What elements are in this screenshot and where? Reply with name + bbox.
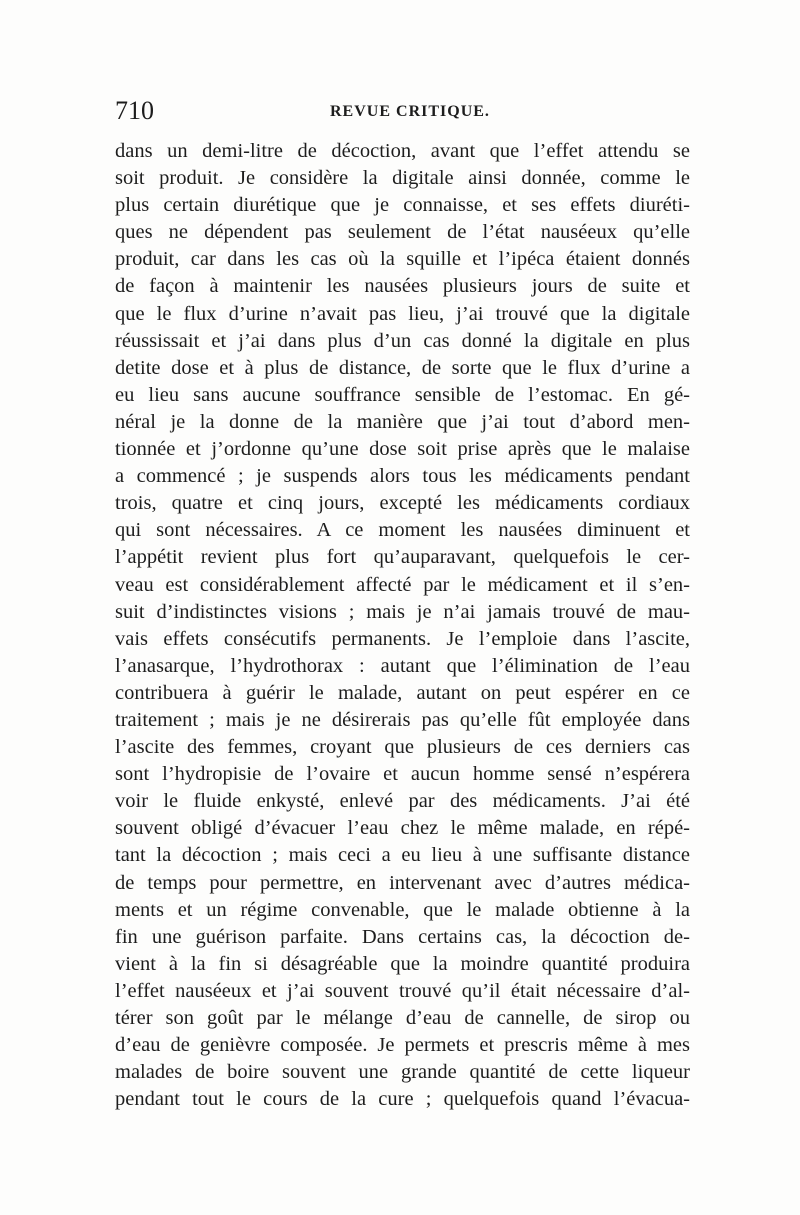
text-line: l’appétit revient plus fort qu’auparavant, quelquefois le cer- [115, 546, 690, 569]
text-line: ques ne dépendent pas seulement de l’état nauséeux qu’elle [115, 221, 690, 244]
text-line: veau est considérablement affecté par le médicament et il s’en- [115, 573, 690, 596]
text-line: fin une guérison parfaite. Dans certains cas, la décoction de- [115, 925, 690, 948]
text-line: de façon à maintenir les nausées plusieurs jours de suite et [115, 275, 690, 298]
text-line: térer son goût par le mélange d’eau de cannelle, de sirop ou [115, 1007, 690, 1029]
body-text [115, 138, 690, 1113]
text-line: néral je la donne de la manière que j’ai tout d’abord men- [115, 410, 690, 433]
text-line: voir le fluide enkysté, enlevé par des médicaments. J’ai été [115, 790, 690, 813]
text-line: produit, car dans les cas où la squille et l’ipéca étaient donnés [115, 248, 690, 271]
text-line: detite dose et à plus de distance, de sorte que le flux d’urine a [115, 356, 690, 379]
text-line: ments et un régime convenable, que le malade obtienne à la [115, 898, 690, 921]
text-line: souvent obligé d’évacuer l’eau chez le même malade, en répé- [115, 817, 690, 840]
text-line: d’eau de genièvre composée. Je permets et prescris même à mes [115, 1034, 690, 1057]
text-line: vais effets consécutifs permanents. Je l’emploie dans l’ascite, [115, 627, 690, 650]
text-line: tant la décoction ; mais ceci a eu lieu à une suffisante distance [115, 844, 690, 867]
text-line: que le flux d’urine n’avait pas lieu, j’ai trouvé que la digitale [115, 302, 690, 325]
text-line: réussissait et j’ai dans plus d’un cas donné la digitale en plus [115, 329, 690, 352]
text-line: plus certain diurétique que je connaisse, et ses effets diuréti- [115, 194, 690, 217]
text-line: a commencé ; je suspends alors tous les médicaments pendant [115, 465, 690, 488]
running-title: REVUE CRITIQUE. [330, 103, 490, 120]
text-line: malades de boire souvent une grande quantité de cette liqueur [115, 1061, 690, 1084]
page-number: 710 [115, 96, 154, 125]
text-line: pendant tout le cours de la cure ; quelquefois quand l’évacua- [115, 1088, 690, 1111]
text-line: contribuera à guérir le malade, autant on peut espérer en ce [115, 681, 690, 704]
text-line: eu lieu sans aucune souffrance sensible de l’estomac. En gé- [115, 383, 690, 406]
text-line: trois, quatre et cinq jours, excepté les médicaments cordiaux [115, 492, 690, 515]
text-line: l’anasarque, l’hydrothorax : autant que l’élimination de l’eau [115, 654, 690, 677]
text-line: suit d’indistinctes visions ; mais je n’ai jamais trouvé de mau- [115, 600, 690, 623]
text-line: sont l’hydropisie de l’ovaire et aucun homme sensé n’espérera [115, 763, 690, 786]
text-line: dans un demi-litre de décoction, avant que l’effet attendu se [115, 140, 690, 162]
text-line: l’effet nauséeux et j’ai souvent trouvé qu’il était nécessaire d’al- [115, 979, 690, 1002]
text-line: l’ascite des femmes, croyant que plusieurs de ces derniers cas [115, 736, 690, 759]
text-line: tionnée et j’ordonne qu’une dose soit prise après que le malaise [115, 438, 690, 461]
text-line: vient à la fin si désagréable que la moindre quantité produira [115, 952, 690, 975]
text-line: traitement ; mais je ne désirerais pas qu’elle fût employée dans [115, 708, 690, 731]
text-line: qui sont nécessaires. A ce moment les nausées diminuent et [115, 519, 690, 542]
text-line: soit produit. Je considère la digitale ainsi donnée, comme le [115, 167, 690, 190]
page-header [115, 96, 690, 130]
text-line: de temps pour permettre, en intervenant avec d’autres médica- [115, 871, 690, 894]
